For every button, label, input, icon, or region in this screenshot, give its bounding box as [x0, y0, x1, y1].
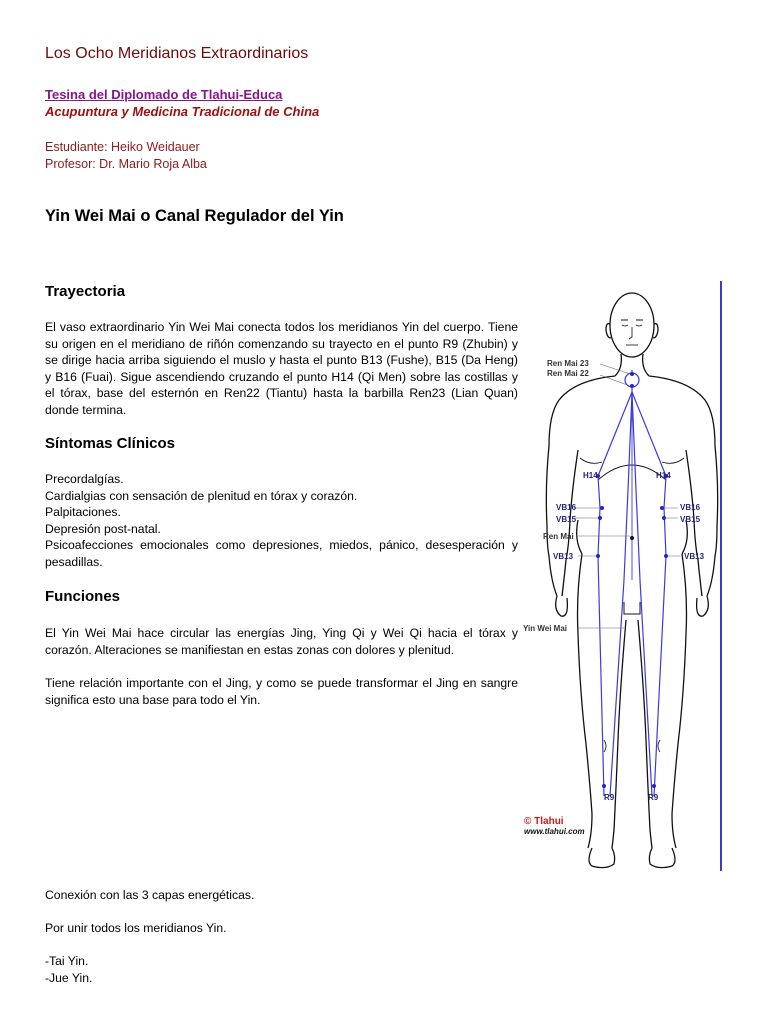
trayectoria-text: El vaso extraordinario Yin Wei Mai conecta todos los meridianos Yin del cuerpo. Tiene su origen en el meridiano de riñón comenzando su trayecto en el punto R9 (Zhubin) y se dirige hacia arriba siguiendo el muslo y hasta el punto B13 (Fushe), B15 (Da Heng) y B16 (Fuai). Sigue ascendiendo cruzando el punto H14 (Qi Men) sobre las costillas y el tórax, base del esternón en Ren22 (Tiantu) hasta la barbilla Ren23 (Lian Quan) donde termina.: [45, 320, 518, 417]
copyright-tlahui: © Tlahui: [524, 816, 564, 827]
funciones-para-1: El Yin Wei Mai hace circular las energías Jing, Ying Qi y Wei Qi hacia el tórax y corazón. Alteraciones se manifiestan en estas zonas con dolores y plenitud.: [45, 626, 518, 657]
body-meridian-figure: [518, 280, 728, 872]
website-text: www.tlahui.com: [524, 827, 585, 836]
label-vb15-right: VB15: [680, 515, 701, 524]
label-r9-left: R9: [604, 793, 615, 802]
yin-wei-mai-meridian: [598, 370, 666, 796]
label-h14-right: H14: [656, 471, 671, 480]
list-item: Palpitaciones.: [45, 505, 121, 520]
trayectoria-heading: Trayectoria: [45, 283, 126, 300]
student-name: Estudiante: Heiko Weidauer: [45, 140, 200, 154]
unir-text: Por unir todos los meridianos Yin.: [45, 921, 227, 935]
diplomado-link[interactable]: Tesina del Diplomado de Tlahui-Educa: [45, 87, 283, 102]
label-vb13-right: VB13: [684, 552, 705, 561]
body-outline: [546, 293, 717, 868]
label-vb16-right: VB16: [680, 503, 701, 512]
list-item: Precordalgías.: [45, 472, 124, 486]
sintomas-heading: Síntomas Clínicos: [45, 435, 176, 452]
tai-yin-item: -Tai Yin.: [45, 954, 89, 968]
label-ren-mai: Ren Mai: [543, 532, 574, 541]
main-heading: Yin Wei Mai o Canal Regulador del Yin: [45, 207, 344, 225]
label-r9-right: R9: [648, 793, 659, 802]
document-title: Los Ocho Meridianos Extraordinarios: [45, 45, 309, 62]
label-vb16-left: VB16: [556, 503, 577, 512]
jue-yin-item: -Jue Yin.: [45, 971, 93, 985]
professor-name: Profesor: Dr. Mario Roja Alba: [45, 157, 207, 171]
funciones-heading: Funciones: [45, 588, 121, 605]
course-subtitle: Acupuntura y Medicina Tradicional de China: [45, 104, 320, 119]
conexion-text: Conexión con las 3 capas energéticas.: [45, 888, 255, 902]
label-ren-mai-22: Ren Mai 22: [547, 369, 589, 378]
list-item: Depresión post-natal.: [45, 521, 161, 536]
sintomas-list: [45, 471, 518, 571]
list-item: Cardialgias con sensación de plenitud en tórax y corazón.: [45, 488, 358, 503]
funciones-para-2: Tiene relación importante con el Jing, y como se puede transformar el Jing en sangre significa esto una base para todo el Yin.: [45, 676, 518, 707]
label-yin-wei-mai: Yin Wei Mai: [523, 624, 568, 633]
label-vb13-left: VB13: [553, 552, 574, 561]
label-ren-mai-23: Ren Mai 23: [547, 359, 589, 368]
label-vb15-left: VB15: [556, 515, 577, 524]
label-h14-left: H14: [583, 471, 598, 480]
list-item: Psicoafecciones emocionales como depresiones, miedos, pánico, desesperación y pesadillas.: [45, 538, 518, 569]
